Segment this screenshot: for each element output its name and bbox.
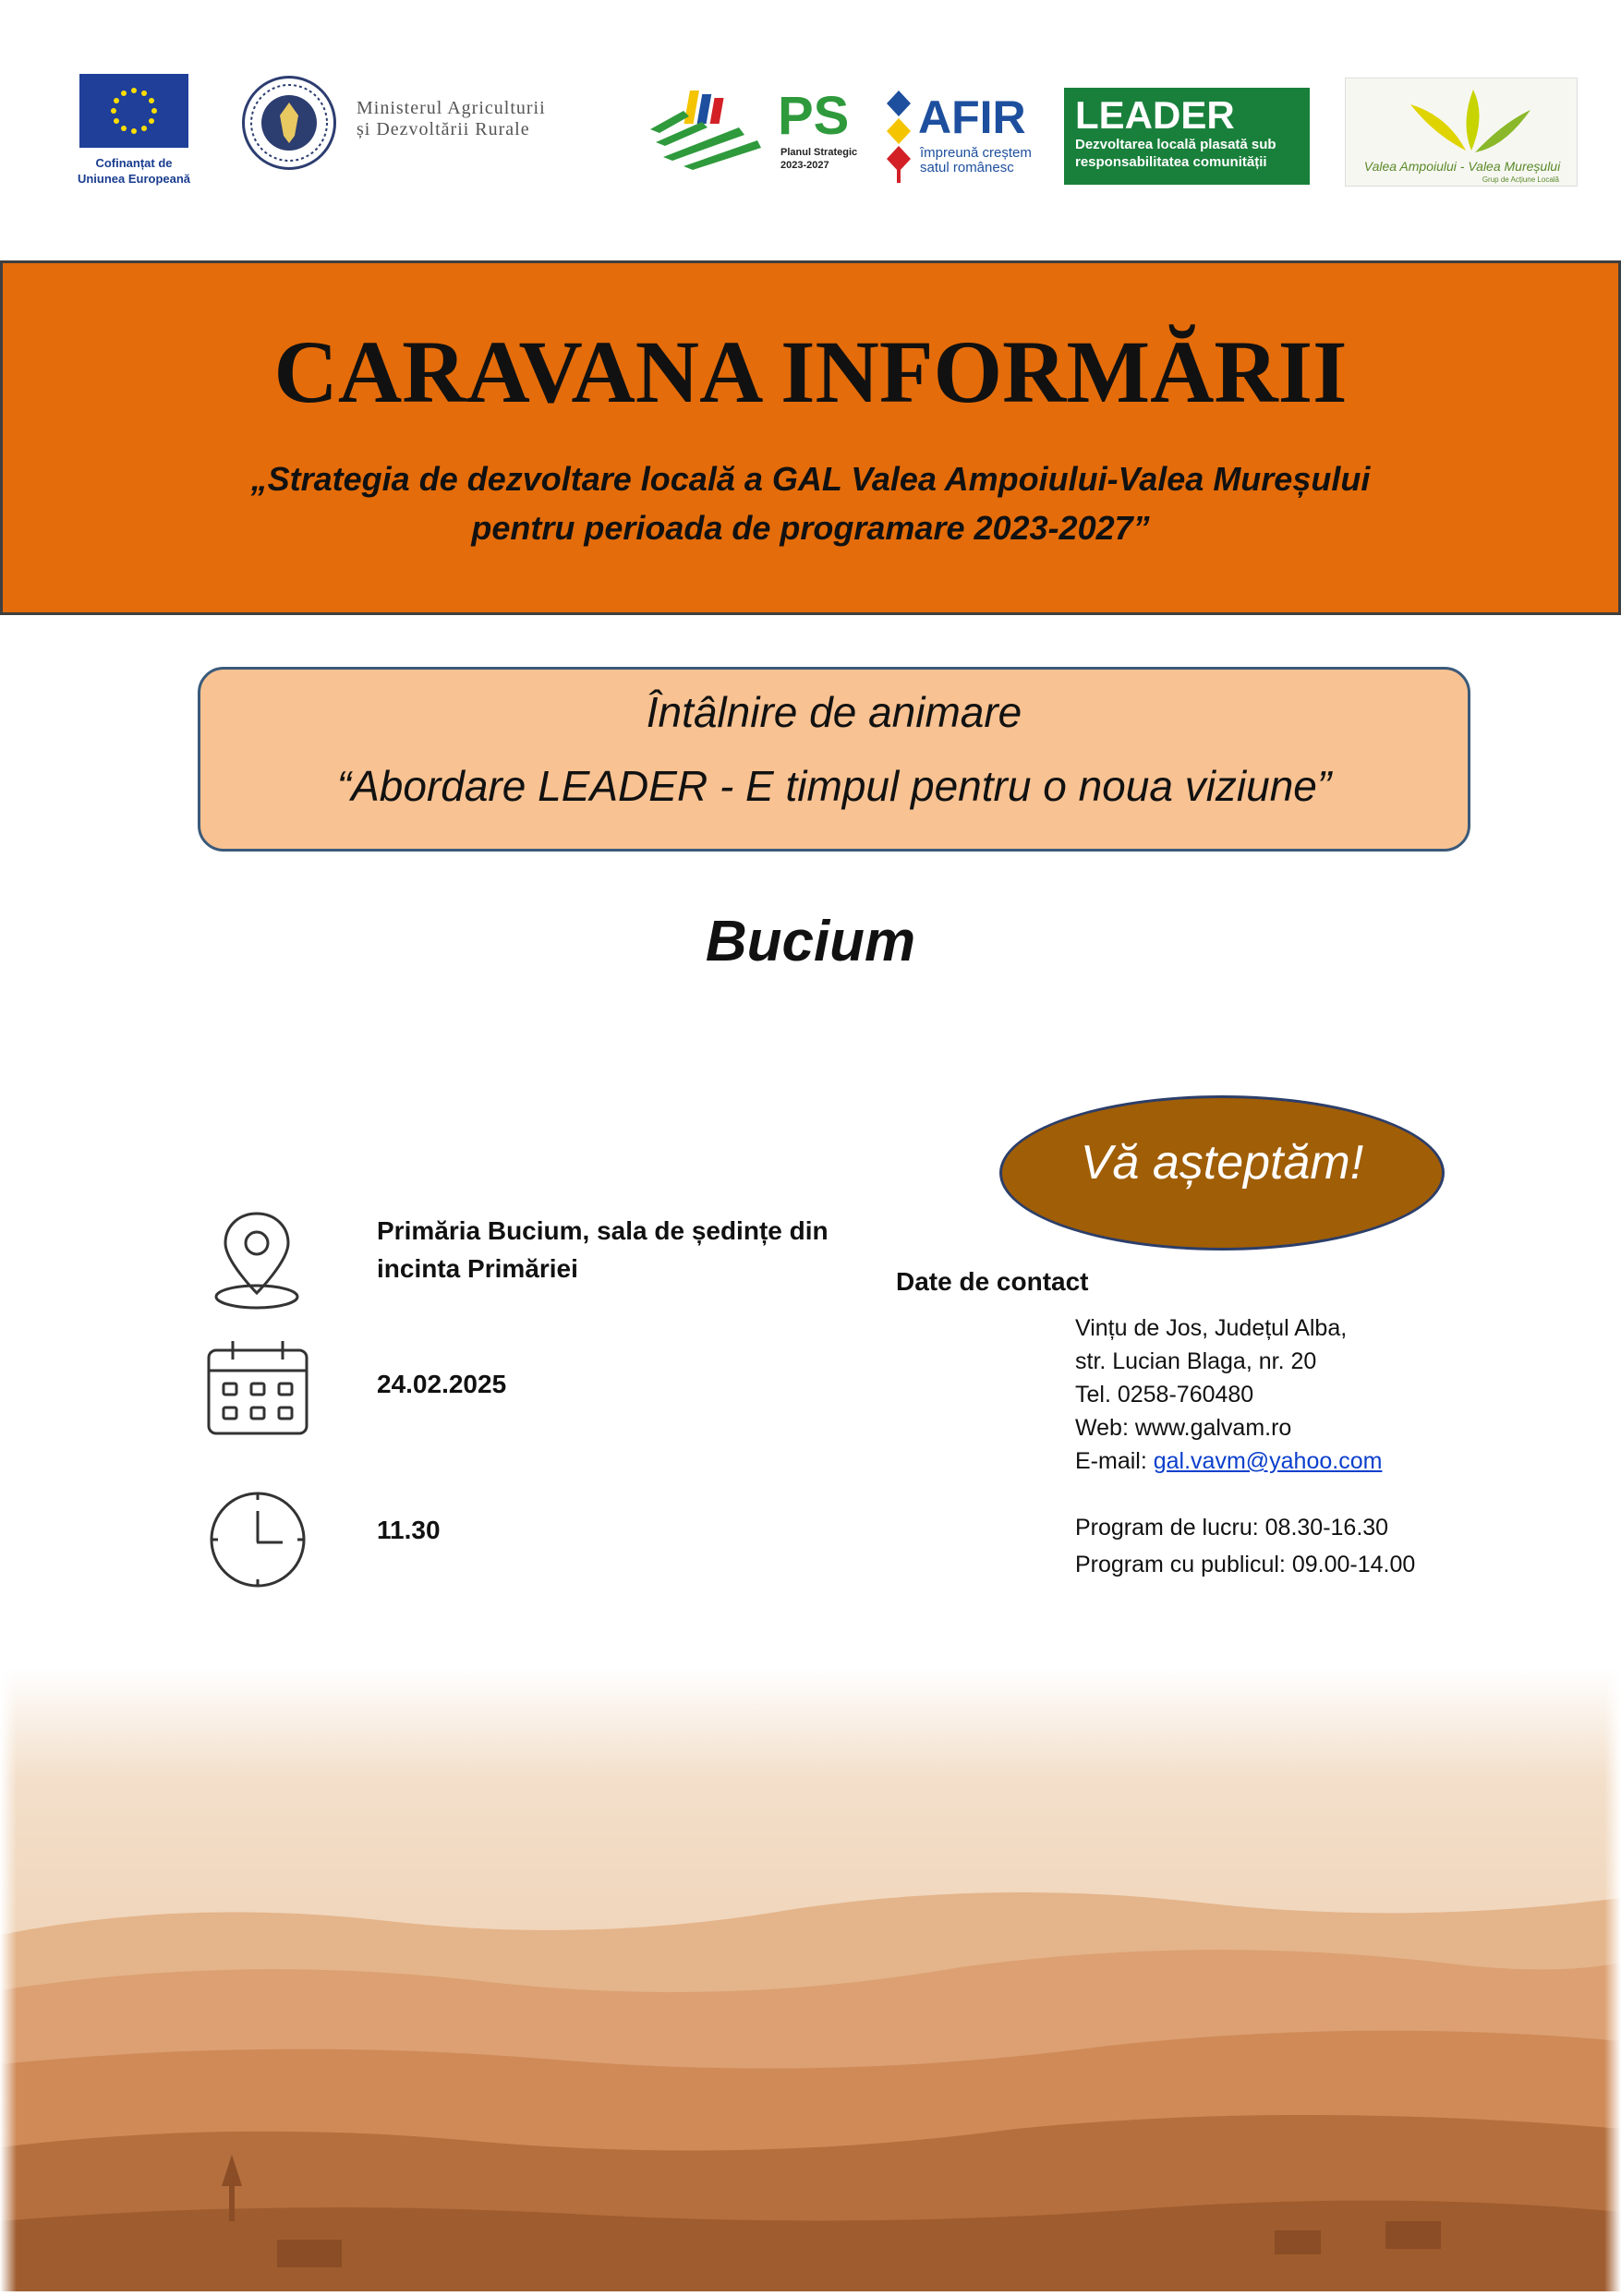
title-banner [0, 260, 1621, 615]
ps-sub-line1: Planul Strategic [780, 147, 858, 158]
ps-logo-icon [647, 85, 768, 174]
location-name: Bucium [705, 910, 916, 973]
leader-logo [1064, 88, 1310, 185]
work-hours: Program de lucru: 08.30-16.30 [1075, 1515, 1389, 1541]
calendar-icon [205, 1339, 310, 1437]
welcome-text: Vă așteptăm! [1080, 1136, 1364, 1190]
leader-sub-line1: Dezvoltarea locală plasată sub [1075, 137, 1276, 152]
location-pin-icon [211, 1208, 303, 1311]
contact-address-line1: Vințu de Jos, Județul Alba, [1075, 1315, 1348, 1341]
contact-title: Date de contact [896, 1267, 1089, 1296]
afir-logo-icon [883, 89, 914, 185]
public-hours: Program cu publicul: 09.00-14.00 [1075, 1552, 1416, 1577]
eu-caption-line2: Uniunea Europeană [77, 172, 191, 186]
ps-logo-sub [780, 146, 857, 172]
leader-title: LEADER [1075, 93, 1235, 137]
afir-sub-line2: satul românesc [920, 160, 1014, 175]
contact-address-line2: str. Lucian Blaga, nr. 20 [1075, 1348, 1317, 1374]
contact-email-row [1075, 1444, 1382, 1478]
banner-subtitle-line2: pentru perioada de programare 2023-2027” [471, 509, 1150, 547]
meeting-theme: “Abordare LEADER - E timpul pentru o noua viziune” [336, 762, 1332, 810]
ministry-logo-text [357, 98, 546, 140]
afir-sub-line1: împreună creștem [920, 145, 1032, 161]
ps-sub-line2: 2023-2027 [780, 160, 829, 171]
eu-caption [55, 155, 212, 187]
venue-line1: Primăria Bucium, sala de ședințe din [377, 1216, 829, 1245]
eu-caption-line1: Cofinanțat de [95, 156, 173, 170]
afir-logo-label: AFIR [918, 91, 1026, 143]
banner-subtitle-line1: „Strategia de dezvoltare locală a GAL Valea Ampoiului-Valea Mureșului [250, 460, 1371, 498]
page-title: CARAVANA INFORMĂRII [273, 322, 1348, 421]
program-hours [1075, 1509, 1415, 1583]
eu-flag-icon [79, 74, 188, 148]
banner-subtitle [0, 454, 1621, 552]
venue-line2: incinta Primăriei [377, 1254, 578, 1283]
contact-phone: Tel. 0258-760480 [1075, 1382, 1254, 1408]
contact-email-label: E-mail: [1075, 1448, 1154, 1474]
ps-logo-label: PS [778, 86, 850, 146]
romania-seal-icon [242, 76, 336, 170]
gal-logo-sub: Grup de Acțiune Locală [1482, 175, 1559, 184]
venue [377, 1212, 829, 1287]
event-date: 24.02.2025 [377, 1370, 507, 1398]
event-time: 11.30 [377, 1516, 441, 1544]
contact-details [1075, 1311, 1382, 1478]
ministry-line1: Ministerul Agriculturii [357, 98, 546, 118]
afir-logo-sub [920, 146, 1032, 175]
contact-email-link[interactable]: gal.vavm@yahoo.com [1153, 1448, 1383, 1474]
leader-sub-line2: responsabilitatea comunității [1075, 154, 1267, 170]
meeting-type: Întâlnire de animare [646, 688, 1022, 736]
gal-logo-name: Valea Ampoiului - Valea Mureșului [1363, 159, 1561, 174]
landscape-image [0, 1667, 1621, 2291]
clock-icon [209, 1491, 307, 1589]
ministry-line2: și Dezvoltării Rurale [357, 119, 530, 139]
contact-web: Web: www.galvam.ro [1075, 1415, 1292, 1441]
